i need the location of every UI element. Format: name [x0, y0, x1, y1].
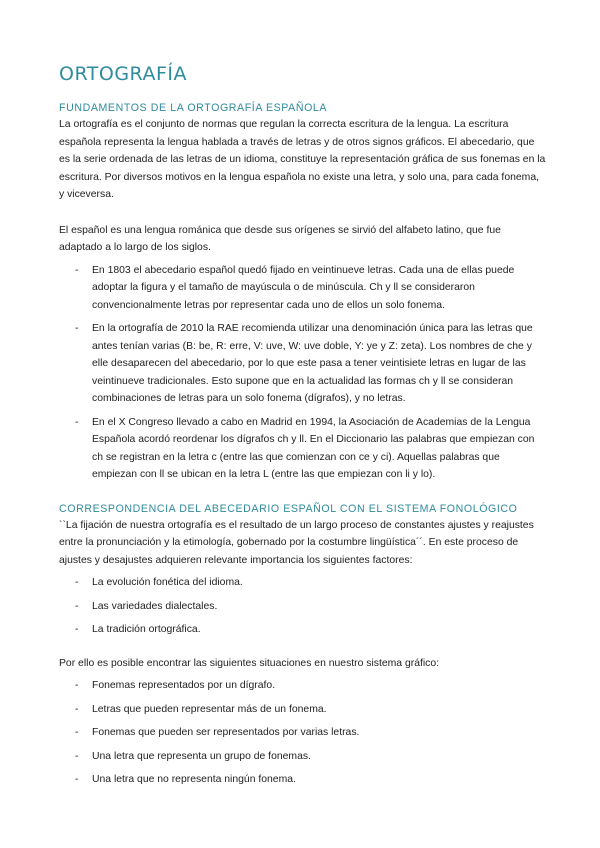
dash-bullet: -: [75, 323, 79, 334]
list-item: - La tradición ortográfica.: [59, 621, 546, 639]
list-item: - Fonemas representados por un dígrafo.: [59, 677, 546, 695]
section-heading-fundamentos: FUNDAMENTOS DE LA ORTOGRAFÍA ESPAÑOLA: [59, 102, 328, 114]
list-item: - Letras que pueden representar más de un fonema.: [59, 701, 546, 719]
paragraph: Por ello es posible encontrar las siguientes situaciones en nuestro sistema gráfico:: [59, 657, 440, 669]
dash-bullet: -: [75, 577, 79, 588]
list-item: - Las variedades dialectales.: [59, 598, 546, 616]
dash-bullet: -: [75, 750, 79, 762]
section-heading-correspondencia: CORRESPONDENCIA DEL ABECEDARIO ESPAÑOL CON EL SISTEMA FONOLÓGICO: [59, 502, 518, 515]
page-title: ORTOGRAFÍA: [59, 63, 188, 85]
situations-list: [59, 677, 546, 789]
paragraph: La ortografía es el conjunto de normas que regulan la correcta escritura de la lengua. La escritura española representa la lengua hablada a través de letras y de otros signos gráficos. El abecedario, que es la serie ordenada de las letras de un idioma, constituye la representación gráfica de sus fonemas en la escritura. Por diversos motivos en la lengua española no existe una letra, y solo una, para cada fonema, y viceversa.: [59, 119, 546, 200]
list-item: - La evolución fonética del idioma.: [59, 574, 546, 592]
dash-bullet: -: [75, 774, 79, 785]
dash-bullet: -: [75, 727, 79, 738]
dash-bullet: -: [75, 703, 79, 715]
dash-bullet: -: [75, 680, 79, 691]
paragraph: ``La fijación de nuestra ortografía es el resultado de un largo proceso de constantes ajustes y reajustes entre la pronunciación y la etimología, gobernado por la costumbre lingüística´´. En este proceso de ajustes y desajustes adquieren relevante importancia los siguientes factores:: [59, 519, 534, 566]
paragraph: El español es una lengua románica que desde sus orígenes se sirvió del alfabeto latino, que fue adaptado a lo largo de los siglos.: [59, 224, 501, 253]
dash-bullet: -: [75, 624, 79, 635]
list-item: - En 1803 el abecedario español quedó fijado en veintinueve letras. Cada una de ellas puede adoptar la figura y el tamaño de mayúscula o de minúscula. Ch y ll se consideraron convencionalmente letras por representar cada uno de ellos un solo fonema.: [59, 262, 546, 315]
factors-list: [59, 574, 546, 639]
list-item: - Una letra que no representa ningún fonema.: [59, 771, 546, 789]
dash-bullet: -: [75, 416, 79, 428]
list-item: - En la ortografía de 2010 la RAE recomienda utilizar una denominación única para las letras que antes tenían varias (B: be, R: erre, V: uve, W: uve doble, Y: ye y Z: zeta). Los nombres de che y elle desaparecen del abecedario, por lo que este pasa a tener veintisiete letras en lugar de las veintinueve tradicionales. Esto supone que en la actualidad las formas ch y ll se consideran combinaciones de letras para un solo fonema (dígrafos), y no letras.: [59, 320, 546, 408]
dash-bullet: -: [75, 264, 79, 276]
history-list: [59, 262, 546, 484]
dash-bullet: -: [75, 600, 79, 612]
list-item: - En el X Congreso llevado a cabo en Madrid en 1994, la Asociación de Academias de la Lengua Española acordó reordenar los dígrafos ch y ll. En el Diccionario las palabras que empiezan con ch se registran en la letra c (entre las que comienzan con ce y ci). Aquellas palabras que empiezan con ll se ubican en la letra L (entre las que empiezan con li y lo).: [59, 414, 546, 484]
list-item: - Una letra que representa un grupo de fonemas.: [59, 748, 546, 766]
document-page: [59, 60, 546, 795]
list-item: - Fonemas que pueden ser representados por varias letras.: [59, 724, 546, 742]
